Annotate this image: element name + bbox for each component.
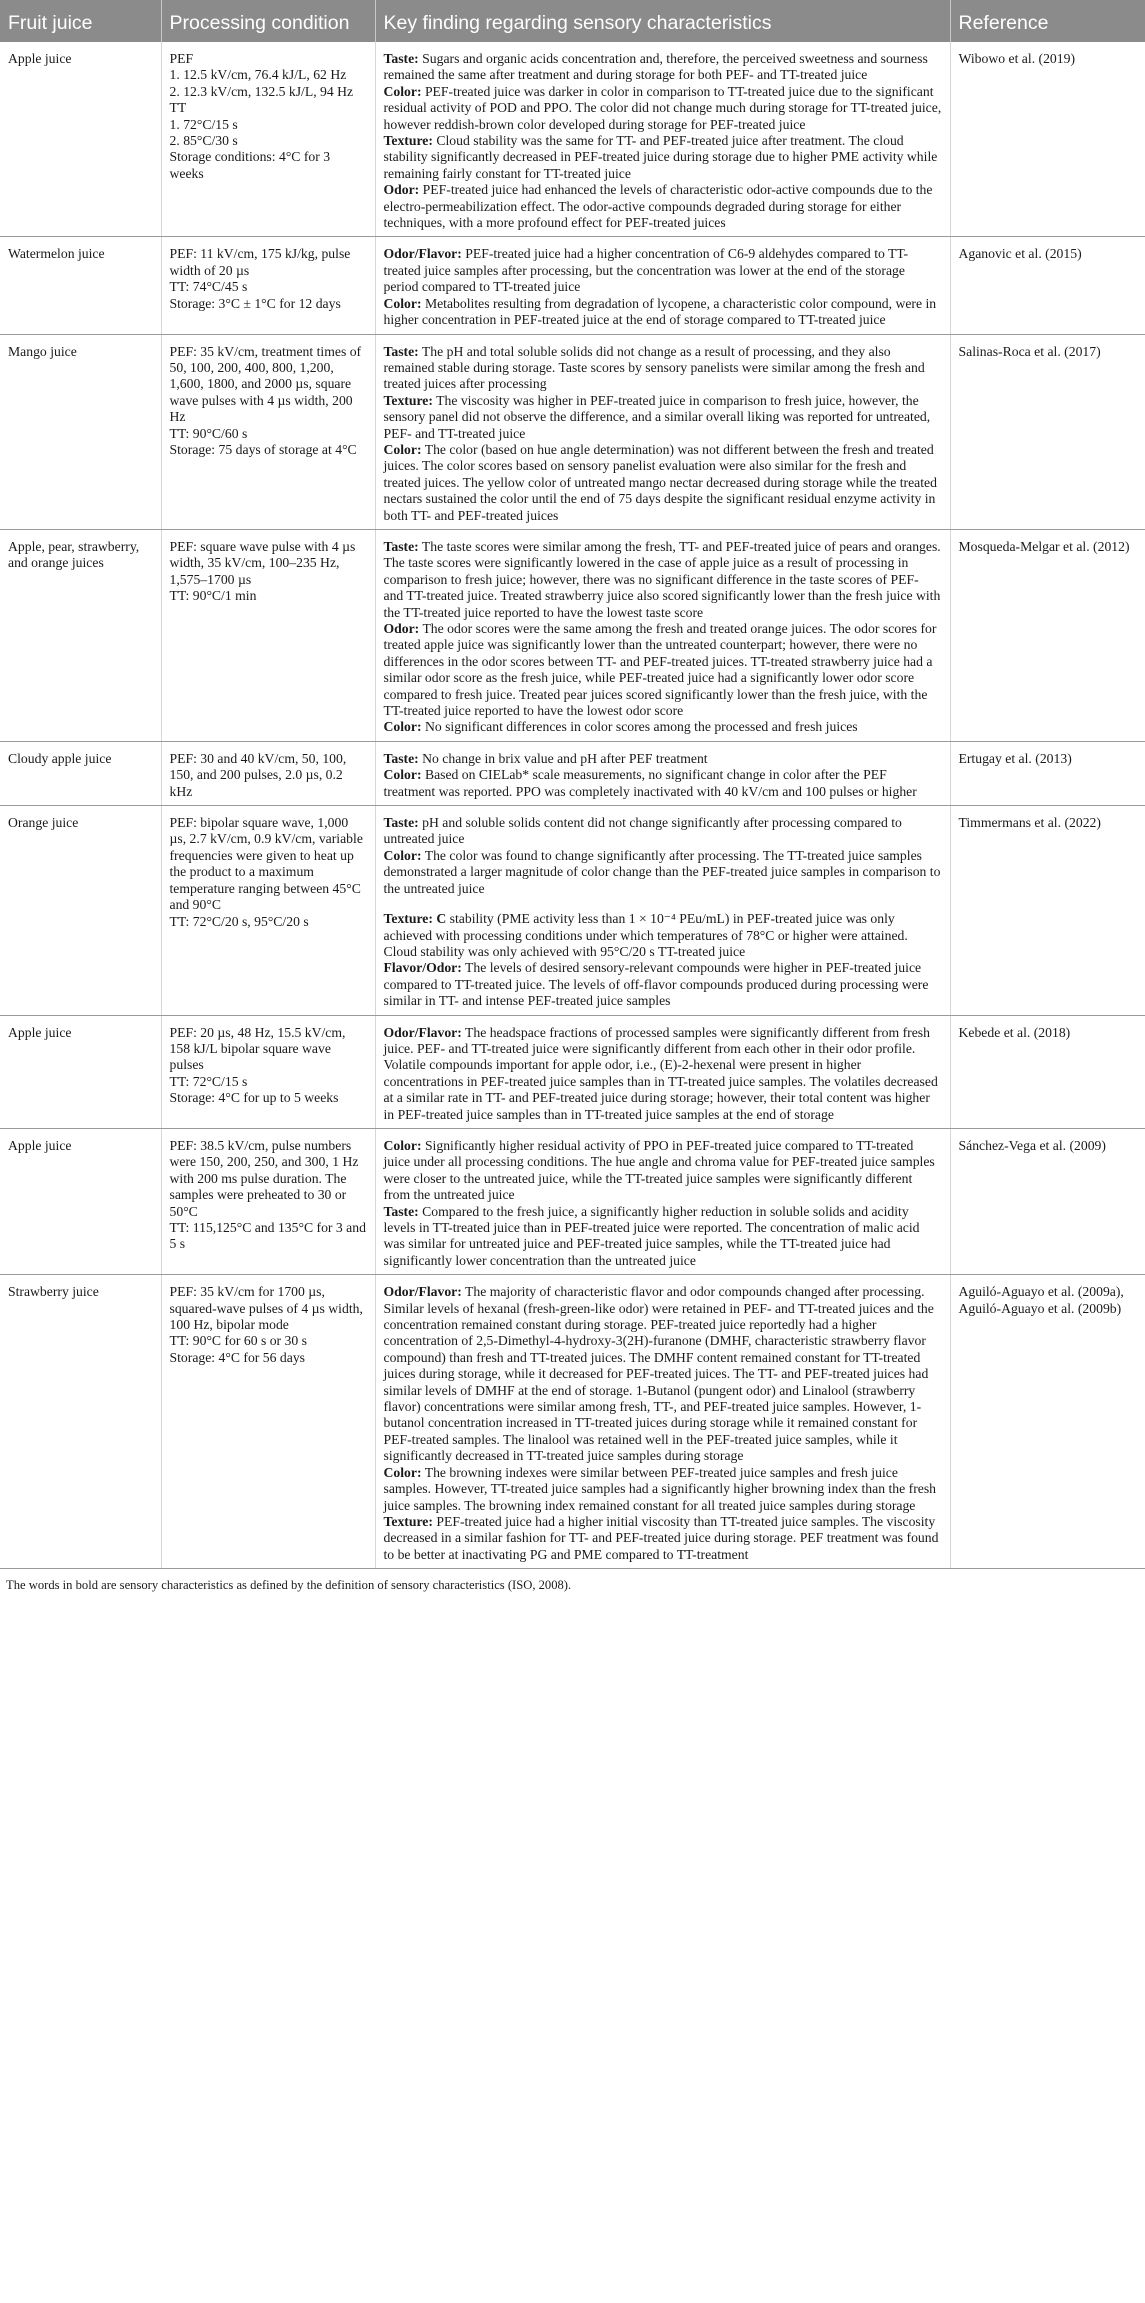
condition-line: PEF: bipolar square wave, 1,000 µs, 2.7 kV/cm, 0.9 kV/cm, variable frequencies were given to heat up the product to a maximum temperature ranging between 45°C and 90°C <box>169 815 363 913</box>
finding-paragraph <box>384 960 942 1009</box>
finding-text: The majority of characteristic flavor and odor compounds changed after processing. Similar levels of hexanal (fresh-green-like odor) were retained in PEF- and TT-treated juices and the concentration remained constant during storage. PEF-treated juice reportedly had a higher concentration of 2,5-Dimethyl-4-hydroxy-3(2H)-furanone (DMHF, characteristic strawberry flavor compound) than fresh and TT-treated juices. The DMHF content remained constant for TT-treated juices during storage, while it decreased for PEF-treated juices. The TT- and PEF-treated juices had similar levels of DMHF at the end of storage. 1-Butanol (pungent odor) and Linalool (strawberry flavor) concentrations were similar among fresh, TT-, and PEF-treated juice samples. However, 1-butanol concentration increased in TT-treated juices during storage while it remained constant for PEF-treated samples. The linalool was retained well in the PEF-treated juice samples, while it significantly decreased in TT-treated juice samples during storage <box>383 1284 934 1464</box>
finding-text: Compared to the fresh juice, a significantly higher reduction in soluble solids and acidity levels in TT-treated juice than in PEF-treated juice were reported. The concentration of malic acid was similar for untreated juice and PEF-treated juice samples, while the TT-treated juice had significantly lower concentration than the untreated juice <box>383 1203 920 1268</box>
sensory-characteristic-label: Texture: C <box>383 911 447 927</box>
cell-processing-condition <box>161 1128 375 1274</box>
condition-line: PEF: 35 kV/cm, treatment times of 50, 100, 200, 400, 800, 1,200, 1,600, 1800, and 2000 µs, square wave pulses with 4 µs width, 200 Hz <box>169 343 362 425</box>
table-row <box>0 1015 1145 1128</box>
cell-processing-condition <box>161 806 375 1015</box>
sensory-characteristic-label: Odor/Flavor: <box>383 1284 462 1300</box>
sensory-characteristic-label: Odor: <box>383 182 420 198</box>
cell-fruit-juice: Mango juice <box>0 334 161 529</box>
finding-paragraph <box>384 767 942 800</box>
cell-processing-condition <box>161 741 375 805</box>
cell-reference: Salinas-Roca et al. (2017) <box>950 334 1145 529</box>
condition-line: 2. 12.3 kV/cm, 132.5 kJ/L, 94 Hz <box>169 83 354 99</box>
finding-text: The levels of desired sensory-relevant compounds were higher in PEF-treated juice compared to TT-treated juice. The levels of off-flavor compounds produced during processing were similar in TT- and intense PEF-treated juice samples <box>383 960 929 1009</box>
condition-line: TT: 90°C for 60 s or 30 s <box>169 1333 307 1349</box>
cell-key-finding <box>375 334 950 529</box>
condition-line: Storage: 4°C for up to 5 weeks <box>169 1090 339 1106</box>
cell-reference: Ertugay et al. (2013) <box>950 741 1145 805</box>
condition-line: TT: 74°C/45 s <box>169 279 248 295</box>
cell-fruit-juice: Apple juice <box>0 1128 161 1274</box>
sensory-characteristic-label: Odor/Flavor: <box>383 1024 462 1040</box>
finding-text: The color was found to change significantly after processing. The TT-treated juice samples demonstrated a larger magnitude of color change than the PEF-treated juice samples in comparison to the untreated juice <box>383 847 941 896</box>
header-processing-condition: Processing condition <box>161 0 375 42</box>
finding-paragraph <box>384 133 942 182</box>
cell-key-finding <box>375 529 950 741</box>
cell-key-finding <box>375 1015 950 1128</box>
cell-reference: Kebede et al. (2018) <box>950 1015 1145 1128</box>
sensory-characteristic-label: Color: <box>383 83 422 99</box>
sensory-characteristic-label: Color: <box>383 719 422 735</box>
sensory-characteristic-label: Color: <box>383 441 422 457</box>
cell-reference: Aganovic et al. (2015) <box>950 237 1145 334</box>
sensory-characteristic-label: Color: <box>383 1464 422 1480</box>
condition-line: PEF: 20 µs, 48 Hz, 15.5 kV/cm, 158 kJ/L bipolar square wave pulses <box>169 1024 346 1073</box>
finding-paragraph <box>384 815 942 848</box>
condition-line: PEF: 11 kV/cm, 175 kJ/kg, pulse width of 20 µs <box>169 246 351 278</box>
finding-paragraph <box>384 1025 942 1123</box>
finding-text: The taste scores were similar among the fresh, TT- and PEF-treated juice of pears and oranges. The taste scores were significantly lowered in the case of apple juice as a result of processing in comparison to fresh juice; however, there was no significant difference in the taste scores of PEF- and TT-treated juice. Treated strawberry juice also scored significantly lower than the fresh juice with the TT-treated juice reported to have the lowest taste score <box>383 538 941 620</box>
cell-key-finding <box>375 741 950 805</box>
finding-text: Based on CIELab* scale measurements, no significant change in color after the PEF treatment was reported. PPO was completely inactivated with 40 kV/cm and 100 pulses or higher <box>383 767 917 799</box>
cell-processing-condition <box>161 1015 375 1128</box>
finding-text: The browning indexes were similar between PEF-treated juice samples and fresh juice samples. However, TT-treated juice samples had a significantly higher browning index than the fresh juice samples. The browning index remained constant for all treated juice samples during storage <box>383 1464 936 1513</box>
condition-line: Storage: 4°C for 56 days <box>169 1349 305 1365</box>
finding-paragraph <box>384 442 942 524</box>
cell-processing-condition <box>161 1275 375 1569</box>
finding-paragraph <box>384 1204 942 1270</box>
finding-text: The viscosity was higher in PEF-treated juice in comparison to fresh juice, however, the sensory panel did not observe the difference, and a similar overall liking was reported for untreated, PEF- and TT-treated juice <box>383 392 931 441</box>
finding-text: PEF-treated juice was darker in color in comparison to TT-treated juice due to the significant residual activity of POD and PPO. The color did not change much during storage for TT-treated juice, however reddish-brown color developed during storage for PEF-treated juice <box>383 83 942 132</box>
finding-paragraph <box>384 344 942 393</box>
sensory-characteristic-label: Texture: <box>383 1513 433 1529</box>
table-row <box>0 1128 1145 1274</box>
condition-line: PEF: 35 kV/cm for 1700 µs, squared-wave pulses of 4 µs width, 100 Hz, bipolar mode <box>169 1284 363 1333</box>
table-row <box>0 334 1145 529</box>
finding-paragraph <box>384 621 942 719</box>
header-row <box>0 0 1145 42</box>
cell-fruit-juice: Orange juice <box>0 806 161 1015</box>
sensory-characteristic-label: Color: <box>383 767 422 783</box>
cell-fruit-juice: Apple juice <box>0 1015 161 1128</box>
table-body <box>0 42 1145 1569</box>
finding-paragraph <box>384 1514 942 1563</box>
cell-reference: Wibowo et al. (2019) <box>950 42 1145 237</box>
finding-paragraph <box>384 182 942 231</box>
sensory-characteristic-label: Taste: <box>383 815 419 831</box>
condition-line: 2. 85°C/30 s <box>169 133 238 149</box>
condition-line: Storage: 3°C ± 1°C for 12 days <box>169 295 341 311</box>
sensory-characteristic-label: Color: <box>383 295 422 311</box>
condition-line: TT: 115,125°C and 135°C for 3 and 5 s <box>169 1220 366 1252</box>
sensory-characteristic-label: Taste: <box>383 343 419 359</box>
cell-fruit-juice: Watermelon juice <box>0 237 161 334</box>
finding-paragraph <box>384 393 942 442</box>
sensory-characteristic-label: Taste: <box>383 51 419 66</box>
finding-paragraph <box>384 1138 942 1204</box>
table-footnote: The words in bold are sensory characteristics as defined by the definition of sensory characteristics (ISO, 2008). <box>6 1578 572 1593</box>
finding-paragraph <box>384 1284 942 1464</box>
finding-text: The color (based on hue angle determination) was not different between the fresh and treated juices. The color scores based on sensory panelist evaluation were also similar for the fresh and treated juices. The yellow color of untreated mango nectar decreased during storage while the treated nectars sustained the color until the end of 75 days despite the significant residual enzyme activity in both TT- and PEF-treated juices <box>383 441 937 523</box>
finding-paragraph <box>384 51 942 84</box>
finding-paragraph <box>384 848 942 897</box>
finding-text: PEF-treated juice had a higher initial viscosity than TT-treated juice samples. The viscosity decreased in a similar fashion for TT- and PEF-treated juice during storage. PEF treatment was found to be better at inactivating PG and PME compared to TT-treatment <box>383 1513 939 1562</box>
finding-text: No change in brix value and pH after PEF treatment <box>422 750 708 766</box>
finding-text: Sugars and organic acids concentration and, therefore, the perceived sweetness and sourness remained the same after treatment and during storage for both PEF- and TT-treated juice <box>383 51 928 83</box>
table-row <box>0 42 1145 237</box>
condition-line: PEF <box>169 51 194 66</box>
condition-line: TT: 72°C/15 s <box>169 1073 248 1089</box>
condition-line: TT <box>169 100 187 116</box>
condition-line: Storage: 75 days of storage at 4°C <box>169 441 357 457</box>
condition-line: TT: 72°C/20 s, 95°C/20 s <box>169 913 309 929</box>
sensory-characteristic-label: Taste: <box>383 750 419 766</box>
finding-paragraph <box>384 539 942 621</box>
cell-reference: Timmermans et al. (2022) <box>950 806 1145 1015</box>
finding-text: The pH and total soluble solids did not change as a result of processing, and they also remained stable during storage. Taste scores by sensory panelists were similar among the fresh and treated juices after processing <box>383 343 925 392</box>
finding-paragraph <box>384 1465 942 1514</box>
sensory-characteristic-label: Flavor/Odor: <box>383 960 462 976</box>
table-row <box>0 1275 1145 1569</box>
cell-fruit-juice: Cloudy apple juice <box>0 741 161 805</box>
table-row <box>0 741 1145 805</box>
condition-line: 1. 12.5 kV/cm, 76.4 kJ/L, 62 Hz <box>169 67 347 83</box>
cell-reference: Mosqueda-Melgar et al. (2012) <box>950 529 1145 741</box>
cell-key-finding <box>375 1128 950 1274</box>
finding-paragraph <box>384 296 942 329</box>
cell-key-finding <box>375 237 950 334</box>
cell-fruit-juice: Apple, pear, strawberry, and orange juices <box>0 529 161 741</box>
sensory-characteristic-label: Odor: <box>383 621 420 636</box>
cell-reference: Aguiló-Aguayo et al. (2009a), Aguiló-Aguayo et al. (2009b) <box>950 1275 1145 1569</box>
finding-text: Significantly higher residual activity of PPO in PEF-treated juice compared to TT-treated juice under all processing conditions. The hue angle and chroma value for PEF-treated juice samples were closer to the untreated juice, while the TT-treated juice samples were significantly different from the untreated juice <box>383 1137 935 1203</box>
table-row <box>0 529 1145 741</box>
cell-key-finding <box>375 1275 950 1569</box>
cell-fruit-juice: Apple juice <box>0 42 161 237</box>
condition-line: TT: 90°C/1 min <box>169 588 257 604</box>
cell-reference: Sánchez-Vega et al. (2009) <box>950 1128 1145 1274</box>
finding-paragraph <box>384 246 942 295</box>
header-reference: Reference <box>950 0 1145 42</box>
table-header <box>0 0 1145 42</box>
condition-line: PEF: 38.5 kV/cm, pulse numbers were 150, 200, 250, and 300, 1 Hz with 200 ms pulse duration. The samples were preheated to 30 or 50°C <box>169 1137 359 1219</box>
condition-line: 1. 72°C/15 s <box>169 116 238 132</box>
condition-line: PEF: square wave pulse with 4 µs width, 35 kV/cm, 100–235 Hz, 1,575–1700 µs <box>169 538 356 587</box>
finding-text: Metabolites resulting from degradation of lycopene, a characteristic color compound, were in higher concentration in PEF-treated juice at the end of storage compared to TT-treated juice <box>383 295 937 328</box>
finding-paragraph <box>384 751 942 767</box>
sensory-characteristic-label: Odor/Flavor: <box>383 246 462 262</box>
sensory-characteristic-label: Texture: <box>383 133 433 149</box>
cell-processing-condition <box>161 42 375 237</box>
table-row <box>0 806 1145 1015</box>
finding-text: pH and soluble solids content did not change significantly after processing compared to untreated juice <box>383 815 902 847</box>
finding-text: PEF-treated juice had enhanced the levels of characteristic odor-active compounds due to the electro-permeabilization effect. The odor-active compounds degraded during storage for either techniques, with a more profound effect for PEF-treated juices <box>383 182 933 231</box>
sensory-characteristic-label: Color: <box>383 1137 422 1153</box>
condition-line: PEF: 30 and 40 kV/cm, 50, 100, 150, and 200 pulses, 2.0 µs, 0.2 kHz <box>169 750 347 799</box>
cell-processing-condition <box>161 237 375 334</box>
finding-text: The odor scores were the same among the fresh and treated orange juices. The odor scores for treated apple juice was significantly lower than the untreated counterpart; however, there were no differences in the odor scores between TT- and PEF-treated juices. TT-treated strawberry juice had a similar odor score as the fresh juice, while PEF-treated juice had a significantly lower odor score compared to fresh juice. Treated pear juices scored significantly lower than the fresh juice, with the TT-treated juice reported to have the lowest odor score <box>383 621 937 719</box>
cell-fruit-juice: Strawberry juice <box>0 1275 161 1569</box>
header-key-finding: Key finding regarding sensory characteristics <box>375 0 950 42</box>
finding-text: stability (PME activity less than 1 × 10⁻⁴ PEu/mL) in PEF-treated juice was only achieved with processing conditions under which temperatures of 78°C or higher were attained. Cloud stability was only achieved with 95°C/20 s TT-treated juice <box>383 911 908 959</box>
finding-paragraph <box>384 719 942 735</box>
finding-text: PEF-treated juice had a higher concentration of C6-9 aldehydes compared to TT-treated juice samples after processing, but the concentration was lower at the end of the storage period compared to TT-treated juice <box>383 246 909 295</box>
cell-processing-condition <box>161 334 375 529</box>
cell-processing-condition <box>161 529 375 741</box>
header-fruit-juice: Fruit juice <box>0 0 161 42</box>
table-row <box>0 237 1145 334</box>
sensory-characteristic-label: Color: <box>383 847 422 863</box>
sensory-characteristic-label: Texture: <box>383 392 433 408</box>
finding-text: Cloud stability was the same for TT- and PEF-treated juice after treatment. The cloud stability significantly decreased in PEF-treated juice during storage due to higher PME activity while remaining fairly constant for TT-treated juice <box>383 133 938 181</box>
finding-text: The headspace fractions of processed samples were significantly different from fresh juice. PEF- and TT-treated juice were significantly different from each other in their odor profile. Volatile compounds important for apple odor, i.e., (E)-2-hexenal were present in higher concentrations in PEF-treated juice samples than in TT-treated juice samples. The volatiles decreased at a similar rate in TT- and PEF-treated juice during storage; however, their total content was higher in PEF-treated juice samples than in TT-treated juice samples at the end of storage <box>383 1024 938 1122</box>
sensory-characteristic-label: Taste: <box>383 1203 419 1219</box>
finding-paragraph <box>384 84 942 133</box>
condition-line: Storage conditions: 4°C for 3 weeks <box>169 149 331 181</box>
cell-key-finding <box>375 806 950 1015</box>
sensory-characteristic-label: Taste: <box>383 538 419 554</box>
condition-line: TT: 90°C/60 s <box>169 425 248 441</box>
cell-key-finding <box>375 42 950 237</box>
finding-paragraph <box>384 911 942 960</box>
finding-text: No significant differences in color scores among the processed and fresh juices <box>424 719 858 735</box>
